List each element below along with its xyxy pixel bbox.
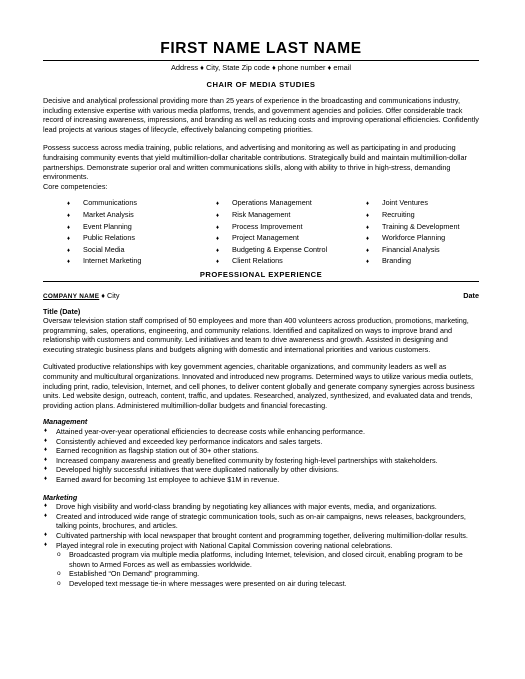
core-competencies-label: Core competencies:	[43, 181, 108, 191]
job-target-title: CHAIR OF MEDIA STUDIES	[206, 80, 316, 89]
list-item: ♦ Attained year-over-year operational efficiencies to decrease costs while enhancing performance.	[44, 427, 365, 437]
competency-item: ♦ Event Planning	[67, 221, 132, 231]
sub-list-item: o Developed text message tie-in where messages were presented on air during telecast.	[57, 578, 347, 588]
list-item: ♦ Earned award for becoming 1st employee to achieve $1M in revenue.	[44, 475, 280, 484]
competency-item: ♦ Training & Development	[366, 221, 460, 231]
candidate-name: FIRST NAME LAST NAME	[160, 40, 362, 57]
list-item: ♦ Consistently achieved and exceeded key performance indicators and sales targets.	[44, 436, 323, 446]
competencies-column-2	[216, 198, 366, 268]
experience-rule	[43, 281, 479, 282]
list-item: ♦ Created and introduced wide range of strategic communication tools, such as on-air campaigns, news releases, backgrounders, talking points, brochures, and articles.	[44, 511, 466, 531]
competency-item: ♦ Market Analysis	[67, 209, 134, 219]
competency-item: ♦ Branding	[366, 256, 412, 266]
competency-item: ♦ Client Relations	[216, 256, 283, 266]
list-item: ♦ Cultivated partnership with local newspaper that brought content and programming together, delivering multimillion-dollar results.	[44, 530, 468, 540]
list-item: ♦ Played integral role in executing project with National Capital Commission covering national celebrations.	[44, 540, 393, 550]
job-title: Title (Date)	[43, 306, 81, 316]
competency-item: ♦ Process Improvement	[216, 221, 303, 231]
competency-item: ♦ Joint Ventures	[366, 198, 428, 208]
management-list	[43, 427, 479, 485]
competency-item: ♦ Recruiting	[366, 209, 415, 219]
list-item: ♦ Increased company awareness and greatly benefited community by fostering high-level partnerships with stakeholders.	[44, 455, 438, 465]
header-rule	[43, 60, 479, 61]
competency-item: ♦ Financial Analysis	[366, 244, 440, 254]
competency-item: ♦ Operations Management	[216, 198, 312, 208]
sub-list-item: o Broadcasted program via multiple media platforms, including Internet, television, and closed circuit, enabling program to be shown to Armed Forces as well as embassies worldwide.	[57, 550, 463, 569]
company-row	[43, 291, 479, 302]
experience-paragraph-1: Oversaw television station staff comprised of 50 employees and more than 400 volunteers across production, promotions, marketing, programming, sales, operations, engineering, and community relations. Identified and capitalized on ways to improve brand and relationship with customers and community. Led initiatives and team to drive awareness and growth. Assisted in designing and executing strategic business plans and budgets aligning with domestic and international priorities and various customers.	[43, 316, 469, 354]
experience-paragraph-2: Cultivated productive relationships with key government agencies, charitable organizations, and community leaders as well as community and multicultural organizations. Innovated and introduced new programs. Determined ways to utilize various media outlets, including print, radio, television, Internet, and cell phones, to deliver content globally and generate company synergies across business units. Led website design, outreach, content, traffic, and updates. Researched, analyzed, synthesized, and evaluated data and trends, providing action plans. Administered multimillion-dollar budgets and financial forecasting.	[43, 362, 475, 410]
experience-heading: PROFESSIONAL EXPERIENCE	[199, 269, 323, 279]
competencies-column-3	[366, 198, 460, 268]
company-city: ♦ City	[99, 290, 120, 300]
competency-item: ♦ Workforce Planning	[366, 233, 446, 243]
summary-paragraph-2: Possess success across media training, public relations, and advertising and monitoring as well as participating in and producing fundraising community events that yield multimillion-dollar charitable contributions. Strategically build and maintain multimillion-dollar partnerships. Demonstrate superior oral and written communications skills, along with ability to thrive in high-stress, demanding environments.	[43, 143, 467, 182]
summary-paragraph-1: Decisive and analytical professional providing more than 25 years of experience in the broadcasting and communications industry, including extensive expertise with various media platforms, trends, and government agencies and policies. Offer considerable track record of increasing awareness, impressions, and branding as well as reducing costs and improving operational efficiencies. Confidently lead projects at various stages of lifecycle, effectively balancing competing priorities.	[43, 96, 479, 134]
marketing-list	[43, 502, 479, 550]
company-date: Date	[463, 290, 479, 300]
list-item: ♦ Developed highly successful initiatives that were duplicated nationally by other divisions.	[44, 465, 339, 475]
competency-item: ♦ Internet Marketing	[67, 256, 142, 266]
management-label: Management	[43, 417, 88, 427]
competency-item: ♦ Social Media	[67, 244, 125, 254]
competency-item: ♦ Public Relations	[67, 233, 135, 243]
competency-item: ♦ Communications	[67, 198, 137, 208]
marketing-sublist	[43, 550, 479, 588]
competencies-column-1	[67, 198, 216, 268]
competency-item: ♦ Budgeting & Expense Control	[216, 244, 328, 254]
company-name: COMPANY NAME	[43, 292, 100, 300]
competency-item: ♦ Risk Management	[216, 209, 291, 219]
contact-line: Address ♦ City, State Zip code ♦ phone number ♦ email	[170, 63, 351, 72]
sub-list-item: o Established “On Demand” programming.	[57, 569, 200, 579]
competencies-grid	[67, 198, 479, 268]
list-item: ♦ Earned recognition as flagship station out of 30+ other stations.	[44, 446, 259, 456]
marketing-label: Marketing	[43, 492, 78, 502]
list-item: ♦ Drove high visibility and world-class branding by negotiating key alliances with major events, media, and organizations.	[44, 502, 437, 512]
competency-item: ♦ Project Management	[216, 233, 299, 243]
